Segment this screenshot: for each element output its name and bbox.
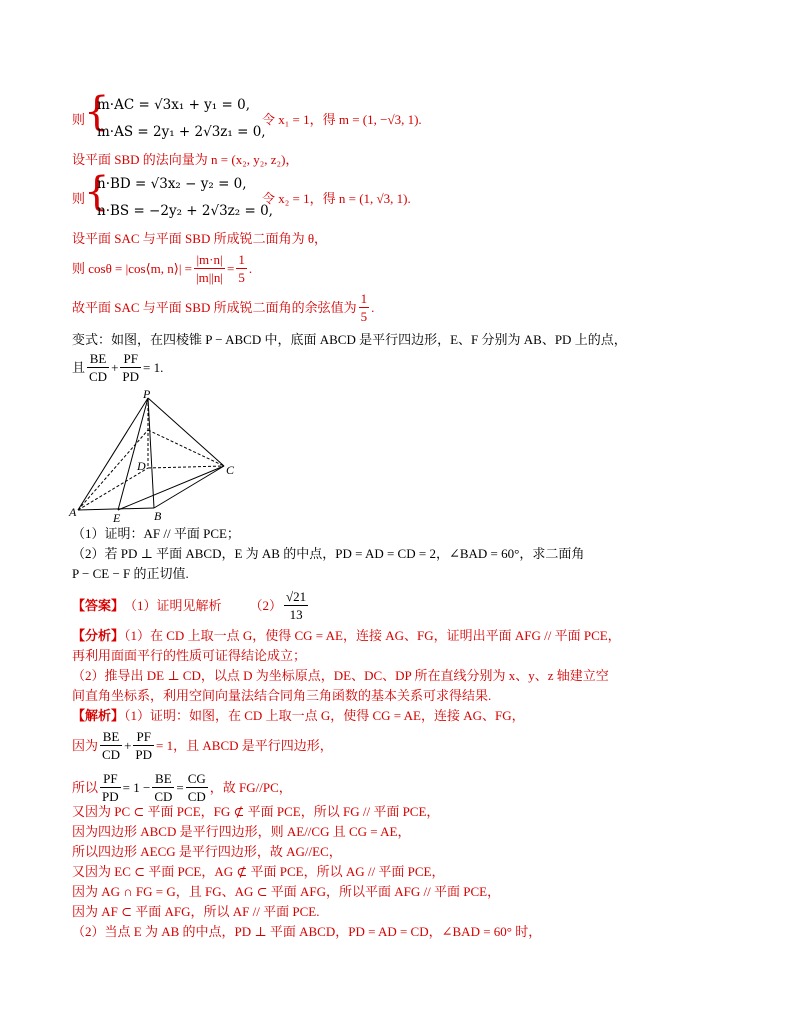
solution-line7: 又因为 EC ⊂ 平面 PCE，AG ⊄ 平面 PCE，所以 AG // 平面 PCE， [72, 864, 445, 879]
system1-let: 令 x₁ = 1，得 m = (1, −√3, 1). [262, 112, 422, 127]
cos-text: 则 cosθ = |cos⟨m, n⟩| = [72, 260, 193, 276]
period: . [248, 260, 253, 276]
ratio-be-cd [100, 728, 122, 763]
ratio1-num: BE [87, 350, 109, 368]
num: PF [133, 728, 154, 746]
answer-denominator: 13 [289, 607, 303, 622]
edge-bc [154, 466, 224, 508]
cos-value [236, 251, 247, 286]
cosine-conclusion [72, 290, 374, 325]
ratio1-den: CD [89, 369, 108, 384]
answer-line [72, 588, 310, 623]
den: PD [135, 747, 153, 762]
edge-dc [148, 466, 224, 468]
num: CG [187, 771, 206, 786]
analysis-line3: （2）推导出 DE ⊥ CD，以点 D 为坐标原点，DE、DC、DP 所在直线分别为 x、y、z 轴建立空 [72, 668, 609, 683]
edge-pa [78, 398, 148, 510]
solution-line5: 因为四边形 ABCD 是平行四边形，则 AE//CG 且 CG = AE， [72, 824, 411, 839]
solution-text3: ，故 FG//PC， [209, 779, 292, 795]
label-p: P [143, 390, 151, 401]
solution-text1: （1）证明：如图，在 CD 上取一点 G，使得 CG = AE，连接 AG、FG， [124, 708, 525, 723]
edge-fc [148, 430, 224, 466]
system1-eq1: m·AC = √3x₁ + y₁ = 0, [97, 97, 250, 113]
one-minus: = 1 − [122, 779, 151, 795]
equals-one: = 1. [143, 359, 164, 375]
den: CD [187, 789, 206, 804]
normal-vector-sbd: 设平面 SBD 的法向量为 n = (x₂, y₂, z₂)， [72, 152, 299, 167]
label-a: A [69, 505, 77, 519]
solution-line2 [72, 728, 333, 763]
ratio2-den: PD [122, 369, 140, 384]
ratio-be-cd [87, 350, 109, 385]
equals: = [176, 779, 184, 795]
ratio-condition [72, 350, 163, 385]
pyramid-figure [66, 390, 246, 522]
solution-tag: 【解析】 [72, 708, 125, 723]
plus: + [124, 737, 132, 753]
solution-line9: 因为 AF ⊂ 平面 AFG，所以 AF // 平面 PCE. [72, 904, 320, 919]
answer-fraction [284, 588, 308, 623]
den: PD [102, 789, 119, 804]
system2-eq2: n·BS = −2y₂ + 2√3z₂ = 0, [97, 203, 273, 219]
edge-ad [78, 468, 148, 510]
label-e: E [113, 511, 121, 522]
ratio-pf-pd [100, 770, 121, 805]
answer-part1: （1）证明见解析 [124, 597, 222, 613]
solution-line1 [72, 707, 525, 725]
edge-pe [118, 398, 148, 510]
ratio-pf-pd [133, 728, 154, 763]
conclusion-denominator: 5 [360, 309, 368, 324]
solution-line3 [72, 770, 292, 805]
analysis-line1 [72, 627, 621, 645]
system2-let: 令 x₂ = 1，得 n = (1, √3, 1). [262, 191, 411, 206]
edge-ec [118, 466, 224, 510]
plus: + [111, 359, 119, 375]
brace-left: { [84, 169, 110, 215]
therefore: 所以 [72, 779, 99, 795]
label-c: C [226, 463, 235, 477]
answer-tag: 【答案】 [72, 597, 125, 613]
conclusion-text: 故平面 SAC 与平面 SBD 所成锐二面角的余弦值为 [72, 299, 357, 315]
ratio-pf-pd [120, 350, 141, 385]
because: 因为 [72, 737, 99, 753]
equals: = [227, 260, 235, 276]
solution-text2: = 1，且 ABCD 是平行四边形， [156, 737, 333, 753]
num: BE [100, 728, 122, 746]
cos-fraction [194, 251, 225, 286]
cos-denominator: |m||n| [196, 270, 224, 285]
cos-numerator: |m·n| [194, 251, 225, 269]
condition-prefix: 且 [72, 359, 86, 375]
ratio-cg-cd [186, 770, 208, 805]
den: CD [102, 747, 121, 762]
label-d: D [137, 459, 146, 473]
variant-problem: 变式：如图，在四棱锥 P − ABCD 中，底面 ABCD 是平行四边形，E、F 分别为 AB、PD 上的点， [72, 332, 627, 347]
value-denominator: 5 [238, 270, 245, 285]
analysis-line2: 再利用面面平行的性质可证得结论成立； [72, 648, 307, 663]
ratio2-num: PF [120, 350, 141, 368]
question-2b: P − CE − F 的正切值. [72, 566, 189, 581]
system1-eq2: m·AS = 2y₁ + 2√3z₁ = 0, [97, 124, 266, 140]
system2-eq1: n·BD = √3x₂ − y₂ = 0, [97, 176, 247, 192]
num: BE [152, 770, 174, 788]
conclusion-fraction [359, 290, 370, 325]
system2-prefix: 则 [72, 191, 86, 206]
analysis-text1: （1）在 CD 上取一点 G，使得 CG = AE，连接 AG、FG，证明出平面 AFG // 平面 PCE， [124, 628, 621, 643]
edge-pb [148, 398, 154, 508]
system1-prefix: 则 [72, 112, 86, 127]
question-2a: （2）若 PD ⊥ 平面 ABCD，E 为 AB 的中点，PD = AD = CD = 2，∠BAD = 60°，求二面角 [72, 546, 585, 561]
answer-numerator: √21 [286, 589, 307, 604]
num: PF [100, 770, 121, 788]
analysis-tag: 【分析】 [72, 628, 125, 643]
brace-left: { [84, 89, 110, 135]
solution-line4: 又因为 PC ⊂ 平面 PCE，FG ⊄ 平面 PCE，所以 FG // 平面 PCE， [72, 804, 440, 819]
solution-line8: 因为 AG ∩ FG = G，且 FG、AG ⊂ 平面 AFG，所以平面 AFG // 平面 PCE， [72, 884, 501, 899]
label-b: B [154, 509, 162, 522]
dihedral-angle-def: 设平面 SAC 与平面 SBD 所成锐二面角为 θ， [72, 231, 328, 246]
value-numerator: 1 [238, 252, 245, 267]
edge-pc [148, 398, 224, 466]
cos-line [72, 251, 252, 286]
answer-part2-label: （2） [249, 597, 283, 613]
den: CD [154, 789, 173, 804]
analysis-line4: 间直角坐标系，利用空间向量法结合同角三角函数的基本关系可求得结果. [72, 688, 492, 703]
conclusion-numerator: 1 [360, 291, 368, 306]
solution-line6: 所以四边形 AECG 是平行四边形，故 AG//EC， [72, 844, 342, 859]
solution-line10: （2）当点 E 为 AB 的中点，PD ⊥ 平面 ABCD，PD = AD = CD，∠BAD = 60° 时， [72, 924, 542, 939]
edge-ab [78, 508, 154, 510]
question-1: （1）证明：AF // 平面 PCE； [72, 526, 240, 541]
ratio-be-cd [152, 770, 174, 805]
period: . [371, 299, 375, 315]
